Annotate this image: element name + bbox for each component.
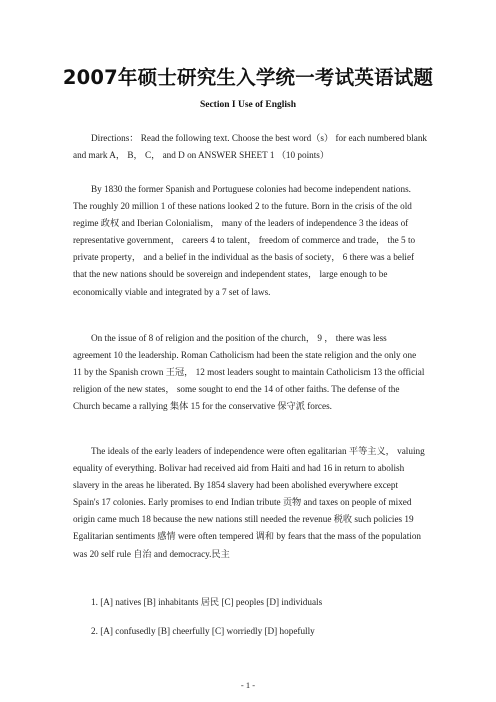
text-line: agreement 10 the leadership. Roman Catholicism had been the state religion and the only one xyxy=(73,350,417,361)
text-line: equality of everything. Bolivar had received aid from Haiti and had 16 in return to abolish xyxy=(73,463,405,474)
paragraph-1 xyxy=(73,181,425,301)
text-line: Spain's 17 colonies. Early promises to end Indian tribute 贡物 and taxes on people of mixed xyxy=(73,497,412,508)
text-line: economically viable and integrated by a 7 set of laws. xyxy=(73,286,271,297)
option-line-2: 2. [A] confusedly [B] cheerfully [C] worriedly [D] hopefully xyxy=(91,626,315,636)
paragraph-2 xyxy=(73,330,425,415)
text-line: The ideals of the early leaders of independence were often egalitarian 平等主义， valuing xyxy=(91,446,425,456)
text-line: that the new nations should be sovereign and independent states， large enough to be xyxy=(73,269,388,280)
text-line: regime 政权 and Iberian Colonialism， many of the leaders of independence 3 the ideas of xyxy=(73,218,409,229)
text-line: Directions： Read the following text. Choose the best word（s） for each numbered blank xyxy=(91,133,428,143)
text-line: origin came much 18 because the new nations still needed the revenue 税收 such policies 19 xyxy=(73,514,414,525)
text-line: By 1830 the former Spanish and Portuguese colonies had become independent nations. xyxy=(91,184,411,194)
option-line-1: 1. [A] natives [B] inhabitants 居民 [C] peoples [D] individuals xyxy=(91,597,323,607)
text-line: and mark A， B， C， and D on ANSWER SHEET 1 （10 points） xyxy=(73,150,330,161)
text-line: slavery in the areas he liberated. By 1854 slavery had been abolished everywhere except xyxy=(73,480,399,491)
text-line: On the issue of 8 of religion and the position of the church， 9 ， there was less xyxy=(91,333,387,343)
text-line: private property， and a belief in the individual as the basis of society， 6 there was a belief xyxy=(73,252,415,263)
page-number: - 1 - xyxy=(240,680,256,690)
text-line: 11 by the Spanish crown 王冠， 12 most leaders sought to maintain Catholicism 13 the official xyxy=(73,367,425,378)
text-line: representative government， careers 4 to talent， freedom of commerce and trade， the 5 to xyxy=(73,235,416,246)
section-heading: Section I Use of English xyxy=(199,100,297,110)
directions-paragraph xyxy=(73,130,428,164)
text-line: religion of the new states， some sought to end the 14 of other faiths. The defense of the xyxy=(73,384,400,395)
text-line: was 20 self rule 自治 and democracy.民主 xyxy=(73,548,230,559)
text-line: Church became a rallying 集体 15 for the conservative 保守派 forces. xyxy=(73,401,332,412)
text-line: The roughly 20 million 1 of these nations looked 2 to the future. Born in the crisis of the old xyxy=(73,201,412,212)
page-title: 2007年硕士研究生入学统一考试英语试题 xyxy=(62,66,434,89)
text-line: Egalitarian sentiments 感情 were often tempered 调和 by fears that the mass of the population xyxy=(73,531,422,542)
paragraph-3 xyxy=(73,443,425,563)
